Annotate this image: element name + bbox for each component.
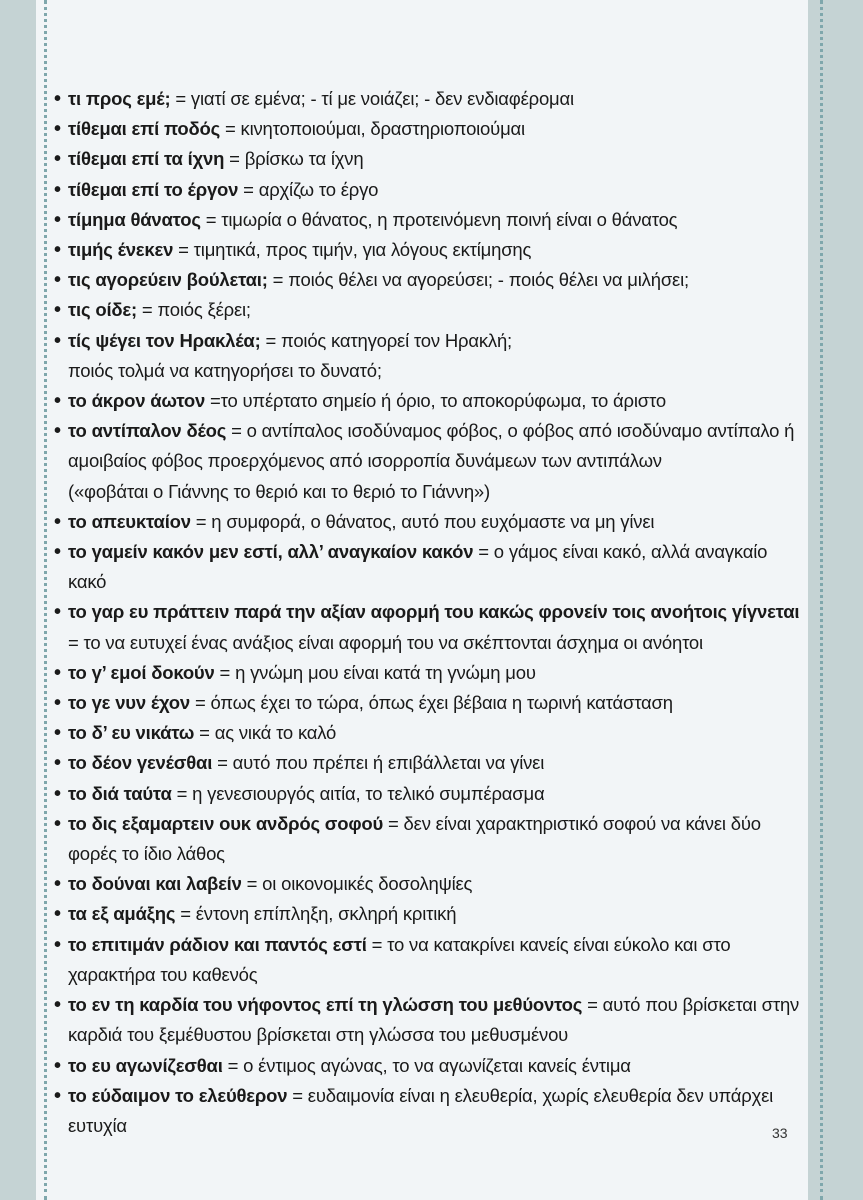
phrase-term: το γ’ εμοί δοκούν	[68, 661, 215, 683]
phrase-term: το εν τη καρδία του νήφοντος επί τη γλώσση του μεθύοντος	[68, 994, 583, 1016]
list-item	[54, 144, 806, 174]
list-item	[54, 899, 806, 929]
phrase-definition: = ποιός κατηγορεί τον Ηρακλή;	[260, 329, 512, 351]
phrase-term: το ευ αγωνίζεσθαι	[68, 1054, 223, 1076]
list-item	[54, 386, 806, 416]
phrase-definition: = η γενεσιουργός αιτία, το τελικό συμπέρασμα	[171, 782, 545, 804]
phrase-term: το απευκταίον	[68, 510, 191, 532]
list-item	[54, 869, 806, 899]
list-item	[54, 84, 806, 114]
phrase-definition-continuation: («φοβάται ο Γιάννης το θεριό και το θεριό το Γιάννη»)	[68, 480, 490, 502]
list-item	[54, 597, 806, 657]
phrase-definition: = οι οικονομικές δοσοληψίες	[241, 873, 473, 895]
phrase-term: το γε νυν έχον	[68, 692, 190, 714]
phrase-definition: = γιατί σε εμένα; - τί με νοιάζει; - δεν ενδιαφέρομαι	[170, 88, 574, 109]
phrase-definition: =το υπέρτατο σημείο ή όριο, το αποκορύφωμα, το άριστο	[205, 390, 666, 412]
list-item	[54, 718, 806, 748]
phrase-term: το γαμείν κακόν μεν εστί, αλλ’ αναγκαίον κακόν	[68, 541, 474, 563]
page-number: 33	[772, 1125, 788, 1141]
phrase-term: το άκρον άωτον	[68, 390, 206, 412]
list-item	[54, 990, 806, 1050]
list-item	[54, 326, 806, 386]
list-item	[54, 205, 806, 235]
phrase-term: τι προς εμέ;	[68, 88, 171, 109]
list-item	[54, 1081, 806, 1141]
list-item	[54, 748, 806, 778]
phrase-term: τις αγορεύειν βούλεται;	[68, 269, 268, 291]
right-stitch-border	[820, 0, 823, 1200]
phrase-term: το διά ταύτα	[68, 782, 172, 804]
phrase-definition: = ποιός ξέρει;	[136, 299, 251, 321]
phrase-term: το αντίπαλον δέος	[68, 420, 227, 442]
phrase-definition: = ποιός θέλει να αγορεύσει; - ποιός θέλει να μιλήσει;	[267, 269, 689, 291]
phrase-term: τιμής ένεκεν	[68, 239, 174, 261]
phrase-definition: = όπως έχει το τώρα, όπως έχει βέβαια η τωρινή κατάσταση	[190, 692, 673, 714]
list-item	[54, 295, 806, 325]
phrase-term: το εύδαιμον το ελεύθερον	[68, 1084, 288, 1106]
list-item	[54, 1051, 806, 1081]
phrase-definition: = αυτό που βρίσκεται στην καρδιά του ξεμέθυστου βρίσκεται στη γλώσσα του μεθυσμένου	[68, 994, 800, 1046]
phrase-definition: = έντονη επίπληξη, σκληρή κριτική	[175, 903, 457, 925]
phrase-term: το δις εξαμαρτειν ουκ ανδρός σοφού	[68, 812, 384, 834]
phrase-term: τίθεμαι επί τα ίχνη	[68, 148, 225, 170]
phrase-term: το γαρ ευ πράττειν παρά την αξίαν αφορμή του κακώς φρονείν τοις ανοήτοις γίγνεται	[68, 601, 800, 623]
phrase-definition: = βρίσκω τα ίχνη	[224, 148, 364, 170]
phrase-term: τίς ψέγει τον Ηρακλέα;	[68, 329, 261, 351]
phrase-definition: = κινητοποιούμαι, δραστηριοποιούμαι	[220, 118, 525, 140]
list-item	[54, 809, 806, 869]
list-item	[54, 175, 806, 205]
list-item	[54, 114, 806, 144]
list-item	[54, 688, 806, 718]
phrase-term: το δ’ ευ νικάτω	[68, 722, 195, 744]
phrase-definition: = η συμφορά, ο θάνατος, αυτό που ευχόμαστε να μη γίνει	[190, 510, 655, 532]
phrase-definition: = αρχίζω το έργο	[238, 178, 379, 200]
phrase-definition: = η γνώμη μου είναι κατά τη γνώμη μου	[214, 661, 536, 683]
phrase-term: τίθεμαι επί ποδός	[68, 118, 221, 140]
list-item	[54, 658, 806, 688]
phrase-definition: = ο έντιμος αγώνας, το να αγωνίζεται κανείς έντιμα	[222, 1054, 631, 1076]
phrase-definition: = το να ευτυχεί ένας ανάξιος είναι αφορμή του να σκέπτονται άσχημα οι ανόητοι	[68, 631, 703, 653]
list-item	[54, 779, 806, 809]
phrase-definition: = τιμωρία ο θάνατος, η προτεινόμενη ποινή είναι ο θάνατος	[200, 208, 678, 230]
phrase-definition: = δεν είναι χαρακτηριστικό σοφού να κάνει δύο φορές το ίδιο λάθος	[68, 812, 761, 865]
phrase-definition: = το να κατακρίνει κανείς είναι εύκολο και στο χαρακτήρα του καθενός	[68, 933, 731, 985]
phrase-definition: = ο γάμος είναι κακό, αλλά αναγκαίο κακό	[68, 541, 768, 593]
phrase-definition: = ευδαιμονία είναι η ελευθερία, χωρίς ελευθερία δεν υπάρχει ευτυχία	[68, 1084, 774, 1136]
phrase-term: το επιτιμάν ράδιον και παντός εστί	[68, 933, 367, 955]
phrase-definition-continuation: ποιός τολμά να κατηγορήσει το δυνατό;	[68, 359, 382, 381]
list-item	[54, 235, 806, 265]
phrase-term: τα εξ αμάξης	[68, 903, 176, 925]
phrase-definition: = ας νικά το καλό	[194, 722, 337, 744]
phrase-term: τίμημα θάνατος	[68, 208, 201, 230]
phrase-term: τις οίδε;	[68, 299, 137, 321]
phrase-term: το δούναι και λαβείν	[68, 873, 242, 895]
list-item	[54, 507, 806, 537]
phrase-definition: = τιμητικά, προς τιμήν, για λόγους εκτίμησης	[173, 239, 532, 261]
list-item	[54, 930, 806, 990]
list-item	[54, 416, 806, 507]
left-stitch-border	[44, 0, 47, 1200]
list-item	[54, 537, 806, 597]
phrase-term: τίθεμαι επί το έργον	[68, 178, 239, 200]
phrase-definition: = αυτό που πρέπει ή επιβάλλεται να γίνει	[212, 752, 545, 774]
list-item	[54, 265, 806, 295]
phrase-definition: = ο αντίπαλος ισοδύναμος φόβος, ο φόβος από ισοδύναμο αντίπαλο ή αμοιβαίος φόβος προερχόμενος από ισορροπία δυνάμεων των αντιπάλων	[68, 420, 795, 472]
phrase-list	[54, 84, 806, 1141]
phrase-term: το δέον γενέσθαι	[68, 752, 213, 774]
